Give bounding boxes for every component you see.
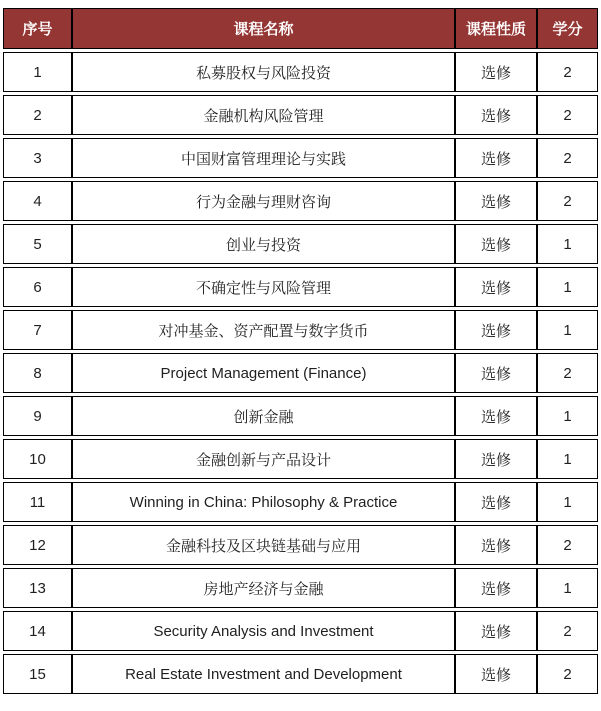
- credits-cell: 1: [537, 482, 598, 522]
- course-nature-cell: 选修: [455, 482, 537, 522]
- course-name-cell: Real Estate Investment and Development: [72, 654, 455, 694]
- table-row: [3, 439, 598, 479]
- course-nature-cell: 选修: [455, 353, 537, 393]
- course-nature-cell: 选修: [455, 439, 537, 479]
- row-number-cell: 12: [3, 525, 72, 565]
- course-nature-cell: 选修: [455, 525, 537, 565]
- course-nature-cell: 选修: [455, 396, 537, 436]
- row-number-cell: 11: [3, 482, 72, 522]
- course-nature-cell: 选修: [455, 568, 537, 608]
- credits-cell: 1: [537, 310, 598, 350]
- table-row: [3, 525, 598, 565]
- credits-cell: 1: [537, 224, 598, 264]
- table-row: [3, 138, 598, 178]
- row-number-cell: 14: [3, 611, 72, 651]
- row-number-cell: 6: [3, 267, 72, 307]
- credits-cell: 2: [537, 525, 598, 565]
- course-name-cell: 创新金融: [72, 396, 455, 436]
- course-nature-cell: 选修: [455, 138, 537, 178]
- course-name-cell: Winning in China: Philosophy & Practice: [72, 482, 455, 522]
- row-number-cell: 4: [3, 181, 72, 221]
- credits-cell: 1: [537, 568, 598, 608]
- table-row: [3, 310, 598, 350]
- credits-cell: 1: [537, 439, 598, 479]
- course-name-cell: 中国财富管理理论与实践: [72, 138, 455, 178]
- course-nature-cell: 选修: [455, 181, 537, 221]
- row-number-cell: 3: [3, 138, 72, 178]
- row-number-cell: 9: [3, 396, 72, 436]
- course-nature-cell: 选修: [455, 52, 537, 92]
- credits-cell: 1: [537, 396, 598, 436]
- credits-cell: 2: [537, 353, 598, 393]
- course-name-cell: Security Analysis and Investment: [72, 611, 455, 651]
- course-nature-cell: 选修: [455, 310, 537, 350]
- course-name-cell: 金融机构风险管理: [72, 95, 455, 135]
- row-number-cell: 1: [3, 52, 72, 92]
- course-name-cell: 创业与投资: [72, 224, 455, 264]
- table-row: [3, 181, 598, 221]
- header-cell-credits: 学分: [537, 8, 598, 49]
- row-number-cell: 7: [3, 310, 72, 350]
- table-row: [3, 482, 598, 522]
- course-table-header: [3, 8, 598, 49]
- row-number-cell: 13: [3, 568, 72, 608]
- course-nature-cell: 选修: [455, 267, 537, 307]
- credits-cell: 1: [537, 267, 598, 307]
- table-row: [3, 52, 598, 92]
- course-name-cell: 不确定性与风险管理: [72, 267, 455, 307]
- credits-cell: 2: [537, 611, 598, 651]
- row-number-cell: 2: [3, 95, 72, 135]
- course-table-body: [3, 52, 598, 694]
- course-name-cell: 对冲基金、资产配置与数字货币: [72, 310, 455, 350]
- row-number-cell: 8: [3, 353, 72, 393]
- table-row: [3, 224, 598, 264]
- header-cell-nature: 课程性质: [455, 8, 537, 49]
- table-row: [3, 396, 598, 436]
- row-number-cell: 10: [3, 439, 72, 479]
- table-row: [3, 654, 598, 694]
- row-number-cell: 5: [3, 224, 72, 264]
- course-name-cell: 金融科技及区块链基础与应用: [72, 525, 455, 565]
- table-row: [3, 353, 598, 393]
- table-row: [3, 568, 598, 608]
- course-name-cell: 房地产经济与金融: [72, 568, 455, 608]
- credits-cell: 2: [537, 52, 598, 92]
- credits-cell: 2: [537, 138, 598, 178]
- header-row: [3, 8, 598, 49]
- course-table: [3, 5, 598, 697]
- course-nature-cell: 选修: [455, 224, 537, 264]
- course-name-cell: Project Management (Finance): [72, 353, 455, 393]
- table-row: [3, 267, 598, 307]
- course-name-cell: 行为金融与理财咨询: [72, 181, 455, 221]
- course-nature-cell: 选修: [455, 95, 537, 135]
- table-row: [3, 95, 598, 135]
- credits-cell: 2: [537, 181, 598, 221]
- header-cell-number: 序号: [3, 8, 72, 49]
- course-nature-cell: 选修: [455, 611, 537, 651]
- credits-cell: 2: [537, 654, 598, 694]
- course-name-cell: 金融创新与产品设计: [72, 439, 455, 479]
- table-row: [3, 611, 598, 651]
- course-name-cell: 私募股权与风险投资: [72, 52, 455, 92]
- header-cell-name: 课程名称: [72, 8, 455, 49]
- course-nature-cell: 选修: [455, 654, 537, 694]
- row-number-cell: 15: [3, 654, 72, 694]
- credits-cell: 2: [537, 95, 598, 135]
